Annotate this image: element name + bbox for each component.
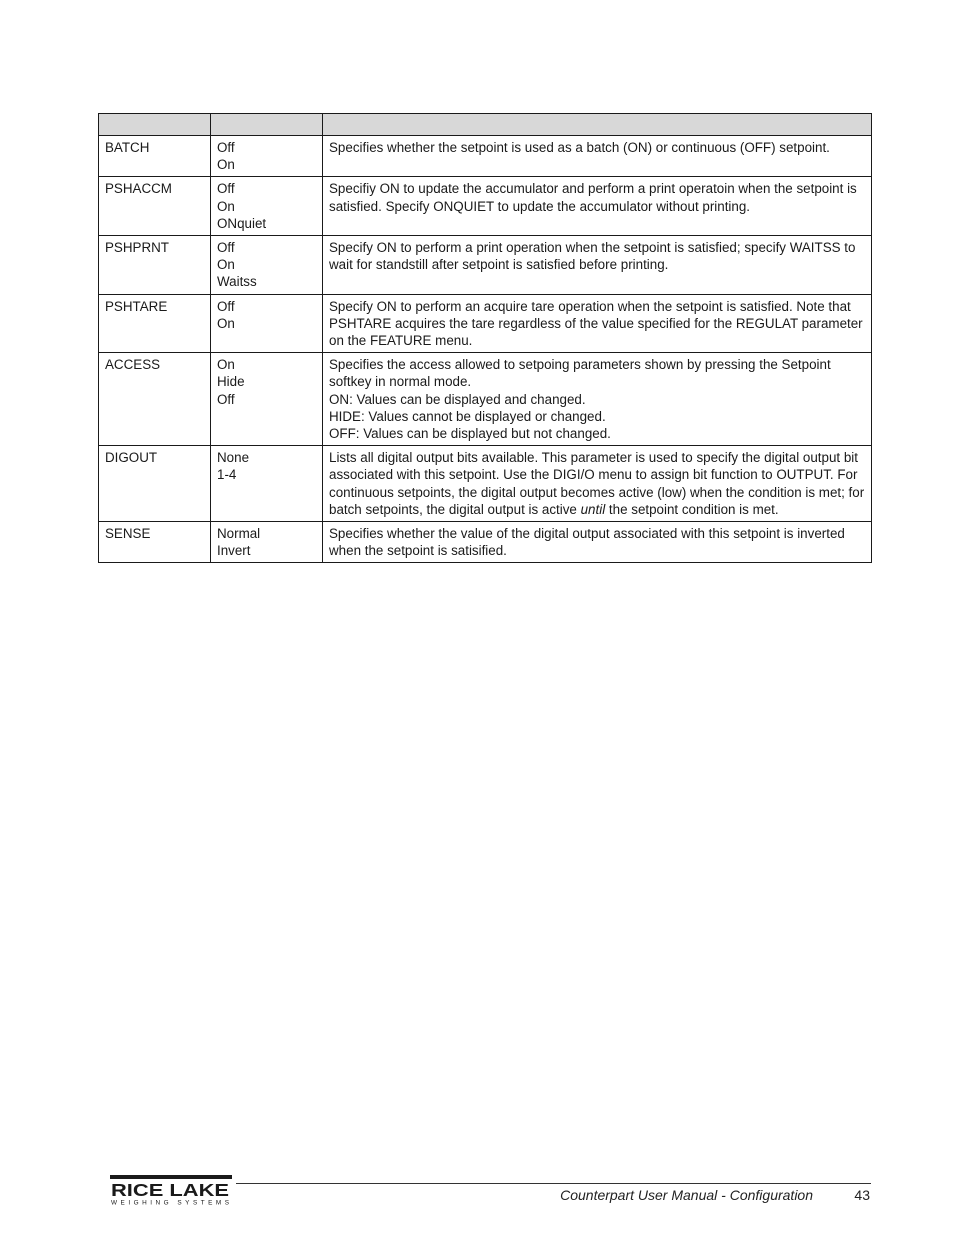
header-parameter	[99, 114, 211, 136]
description-cell	[323, 353, 872, 446]
footer-rule	[236, 1183, 871, 1184]
description-text: Specifiy ON to update the accumulator and perform a print operatoin when the setpoint is satisfied. Specify ONQUIET to update the accumulator without printing.	[329, 181, 857, 214]
param-cell	[99, 522, 211, 563]
description-text	[329, 449, 865, 518]
footer-doc-title: Counterpart User Manual - Configuration	[560, 1187, 813, 1203]
table-row	[99, 294, 872, 353]
choice: On	[217, 257, 235, 273]
choices-cell	[211, 177, 323, 236]
choice: ONquiet	[217, 215, 267, 231]
choice: Invert	[217, 543, 251, 559]
param-name: DIGOUT	[105, 450, 158, 466]
description-part: Lists all digital output bits available. This parameter is used to specify the digital output bit associated with this setpoint. Use the DIGI/O menu to assign bit function to OUTPUT. For continuous setpoints, the digital output becomes active (low) when the condition is met; for batch setpoints, the digital output is active	[329, 450, 865, 517]
description-cell	[323, 177, 872, 236]
description-cell	[323, 236, 872, 295]
table-row	[99, 236, 872, 295]
logo-text: RICE LAKE	[111, 1180, 229, 1200]
choice: On	[217, 198, 235, 214]
choices-cell	[211, 294, 323, 353]
table-row	[99, 177, 872, 236]
description-text: Specifies whether the value of the digital output associated with this setpoint is inverted when the setpoint is satisified.	[329, 526, 845, 559]
description-text: ON: Values can be displayed and changed.	[329, 391, 586, 407]
param-cell	[99, 177, 211, 236]
header-description	[323, 114, 872, 136]
description-cell	[323, 446, 872, 522]
choices-cell	[211, 353, 323, 446]
table-row	[99, 522, 872, 563]
table-row	[99, 136, 872, 177]
logo-top-bar	[110, 1175, 232, 1179]
param-name: ACCESS	[105, 357, 161, 373]
table-header-row	[99, 114, 872, 136]
description-text: OFF: Values can be displayed but not changed.	[329, 426, 611, 442]
param-name: PSHPRNT	[105, 240, 169, 256]
description-text: Specifies whether the setpoint is used as a batch (ON) or continuous (OFF) setpoint.	[329, 140, 830, 155]
description-cell	[323, 136, 872, 177]
header-choices	[211, 114, 323, 136]
choices-cell	[211, 236, 323, 295]
choice: None	[217, 450, 250, 466]
choice: Off	[217, 391, 235, 407]
param-cell	[99, 294, 211, 353]
param-name: SENSE	[105, 526, 151, 542]
param-name: BATCH	[105, 140, 150, 155]
table-row	[99, 446, 872, 522]
description-cell	[323, 294, 872, 353]
choices-cell	[211, 446, 323, 522]
choice: 1-4	[217, 467, 237, 483]
setpoint-parameters-table	[98, 113, 872, 563]
choice: Hide	[217, 374, 245, 390]
param-name: PSHTARE	[105, 298, 168, 314]
param-cell	[99, 236, 211, 295]
table-row	[99, 353, 872, 446]
description-italic: until	[580, 501, 606, 517]
choice: Waitss	[217, 274, 257, 290]
description-part: the setpoint condition is met.	[605, 501, 779, 517]
choice: On	[217, 315, 235, 331]
param-cell	[99, 446, 211, 522]
description-text: Specify ON to perform a print operation when the setpoint is satisfied; specify WAITSS to wait for standstill after setpoint is satisfied before printing.	[329, 240, 856, 273]
param-cell	[99, 353, 211, 446]
choice: Off	[217, 240, 235, 256]
choice: Normal	[217, 526, 261, 542]
choices-cell	[211, 136, 323, 177]
choice: Off	[217, 140, 235, 155]
description-cell	[323, 522, 872, 563]
page-number: 43	[854, 1187, 870, 1203]
description-text: Specifies the access allowed to setpoing parameters shown by pressing the Setpoint softkey in normal mode.	[329, 357, 831, 390]
rice-lake-logo	[108, 1174, 234, 1206]
choice: On	[217, 157, 235, 173]
param-cell	[99, 136, 211, 177]
choice: Off	[217, 298, 235, 314]
choices-cell	[211, 522, 323, 563]
choice: Off	[217, 181, 235, 197]
description-text: Specify ON to perform an acquire tare operation when the setpoint is satisfied. Note that PSHTARE acquires the tare regardless of the value specified for the REGULAT parameter on the FEATURE menu.	[329, 298, 863, 349]
logo-subtext: WEIGHING SYSTEMS	[111, 1199, 229, 1206]
choice: On	[217, 357, 235, 373]
param-name: PSHACCM	[105, 181, 172, 197]
description-text: HIDE: Values cannot be displayed or changed.	[329, 408, 606, 424]
